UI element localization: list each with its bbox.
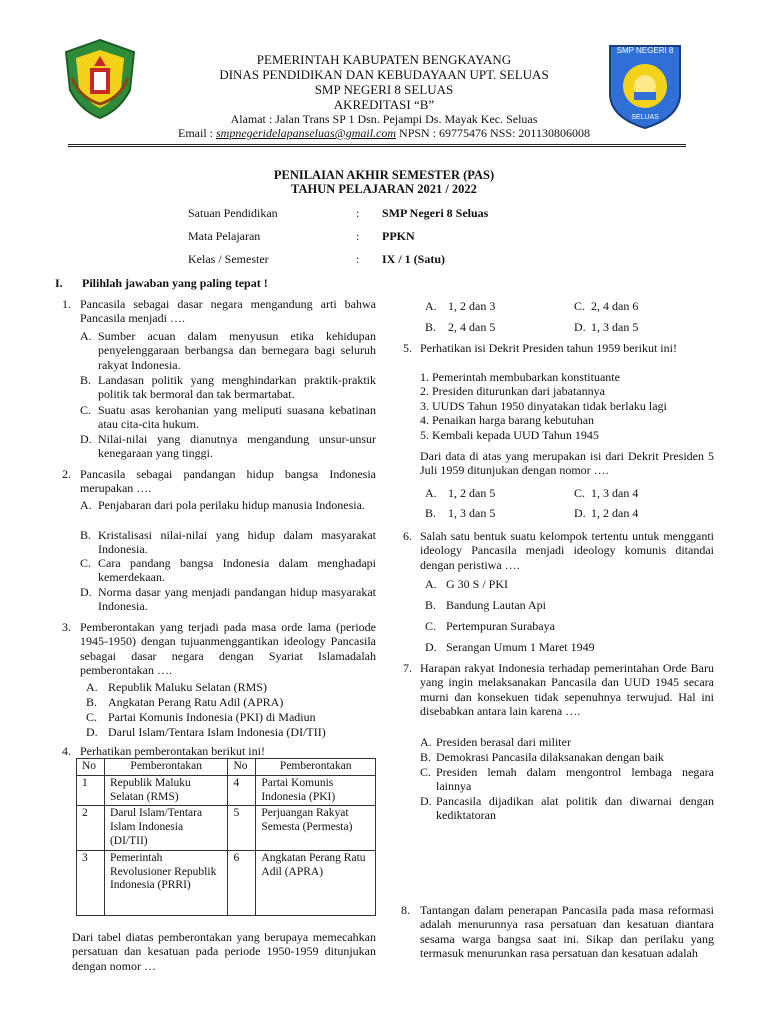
table-row — [77, 850, 376, 915]
question-text: Pancasila sebagai pandangan hidup bangsa Indonesia merupakan …. — [80, 467, 376, 496]
table-header: Pemberontakan — [104, 759, 228, 776]
option-letter: B. — [80, 373, 92, 387]
option-letter: A. — [425, 577, 437, 591]
header-address: Alamat : Jalan Trans SP 1 Dsn. Pejampi Ds. Mayak Kec. Seluas — [230, 112, 538, 126]
exam-year: TAHUN PELAJARAN 2021 / 2022 — [291, 182, 477, 196]
question-number: 7. — [403, 661, 412, 675]
option-c[interactable]: Cara pandang bangsa Indonesia dalam menghadapi kemerdekaan. — [98, 556, 376, 585]
list-item: 1. Pemerintah membubarkan konstituante — [420, 370, 620, 384]
option-letter: D. — [574, 506, 586, 520]
info-value-class: IX / 1 (Satu) — [382, 252, 446, 266]
question-number: 3. — [62, 620, 71, 634]
option-letter: D. — [425, 640, 437, 654]
section-instruction: Pilihlah jawaban yang paling tepat ! — [82, 276, 268, 290]
option-b[interactable]: Demokrasi Pancasila dilaksanakan dengan baik — [436, 750, 664, 764]
option-b[interactable]: 2, 4 dan 5 — [448, 320, 496, 334]
table-header: No — [77, 759, 105, 776]
table-cell: 6 — [228, 850, 256, 915]
option-letter: C. — [80, 556, 92, 570]
question-number: 5. — [403, 341, 412, 355]
option-letter: C. — [420, 765, 432, 779]
question-number: 1. — [62, 297, 71, 311]
table-cell: 5 — [228, 806, 256, 850]
option-letter: C. — [86, 710, 98, 724]
list-item: 3. UUDS Tahun 1950 dinyatakan tidak berlaku lagi — [420, 398, 667, 413]
decree-list — [420, 370, 667, 442]
option-letter: B. — [425, 598, 437, 612]
option-b[interactable]: Landasan politik yang menghindarkan praktik-praktik politik tak bermoral dan tak bermartabat. — [98, 373, 376, 402]
option-d[interactable]: Norma dasar yang menjadi pandangan hidup masyarakat Indonesia. — [98, 585, 376, 614]
table-row — [77, 775, 376, 806]
table-cell: Pemerintah Revolusioner Republik Indonesia (PRRI) — [104, 850, 228, 915]
option-b[interactable]: Angkatan Perang Ratu Adil (APRA) — [108, 695, 284, 709]
question-text: Tantangan dalam penerapan Pancasila pada masa reformasi adalah menurunnya rasa persatuan dan kesatuan diantara sesama warga bangsa saat ini. Sikap dan perilaku yang termasuk menurunkan rasa persatuan dan kesatuan adalah — [420, 903, 714, 961]
school-ids: NPSN : 69775476 NSS: 201130806008 — [396, 126, 590, 140]
question-number: 8. — [401, 903, 410, 917]
option-d[interactable]: Serangan Umum 1 Maret 1949 — [446, 640, 595, 654]
table-cell: Angkatan Perang Ratu Adil (APRA) — [256, 850, 376, 915]
option-letter: C. — [425, 619, 437, 633]
option-letter: A. — [80, 329, 92, 343]
option-letter: D. — [420, 794, 432, 808]
option-b[interactable]: Bandung Lautan Api — [446, 598, 546, 612]
option-letter: B. — [425, 506, 437, 520]
info-value-subject: PPKN — [382, 229, 415, 243]
header-line-1: PEMERINTAH KABUPATEN BENGKAYANG — [256, 52, 512, 67]
option-a[interactable]: Penjabaran dari pola perilaku hidup manusia Indonesia. — [98, 498, 365, 512]
option-a[interactable]: 1, 2 dan 5 — [448, 486, 496, 500]
info-sep: : — [356, 206, 360, 220]
option-a[interactable]: Republik Maluku Selatan (RMS) — [108, 680, 267, 694]
question-text: Salah satu bentuk suatu kelompok tertentu untuk mengganti ideology Pancasila menjadi ideology komunis ditandai dengan peristiwa …. — [420, 529, 714, 572]
question-number: 4. — [62, 744, 71, 758]
option-c[interactable]: Pertempuran Surabaya — [446, 619, 555, 633]
info-label-class: Kelas / Semester — [188, 252, 269, 266]
option-letter: D. — [80, 432, 92, 446]
question-number: 2. — [62, 467, 71, 481]
info-label-subject: Mata Pelajaran — [188, 229, 261, 243]
option-c[interactable]: Suatu asas kerohanian yang meliputi suasana kebatinan atau cita-cita hukum. — [98, 403, 376, 432]
option-letter: C. — [574, 486, 586, 500]
table-cell: 3 — [77, 850, 105, 915]
option-d[interactable]: Nilai-nilai yang dianutnya mengandung unsur-unsur kenegaraan yang tinggi. — [98, 432, 376, 461]
option-c[interactable]: 1, 3 dan 4 — [591, 486, 639, 500]
header-line-2: DINAS PENDIDIKAN DAN KEBUDAYAAN UPT. SELUAS — [219, 67, 549, 82]
question-text: Perhatikan pemberontakan berikut ini! — [80, 744, 265, 758]
option-letter: C. — [574, 299, 586, 313]
table-row — [77, 806, 376, 850]
header-contact — [0, 126, 768, 140]
option-c[interactable]: Presiden lemah dalam mengontrol lembaga negara lainnya — [436, 765, 714, 794]
option-b[interactable]: 1, 3 dan 5 — [448, 506, 496, 520]
option-letter: A. — [80, 498, 92, 512]
option-letter: A. — [425, 486, 437, 500]
exam-title: PENILAIAN AKHIR SEMESTER (PAS) — [273, 168, 495, 182]
email-label: Email : — [178, 126, 217, 140]
info-sep: : — [356, 229, 360, 243]
list-item: 5. Kembali kepada UUD Tahun 1945 — [420, 427, 599, 442]
header-line-3: SMP NEGERI 8 SELUAS — [314, 82, 454, 97]
list-item: 4. Penaikan harga barang kebutuhan — [420, 413, 595, 428]
question-text: Harapan rakyat Indonesia terhadap pemerintahan Orde Baru yang ingin melaksanakan Pancasila dan UUD 1945 secara murni dan konsekuen tidak sepenuhnya terwujud. Hal ini disebabkan antara lain karena …. — [420, 661, 714, 719]
table-header-row — [77, 759, 376, 776]
info-label-school: Satuan Pendidikan — [188, 206, 278, 220]
list-item: 2. Presiden diturunkan dari jabatannya — [420, 384, 605, 399]
option-letter: C. — [80, 403, 92, 417]
option-a[interactable]: Sumber acuan dalam menyusun etika kehidupan penyelenggaraan berbangsa dan bernegara bagi seluruh rakyat Indonesia. — [98, 329, 376, 372]
option-c[interactable]: Partai Komunis Indonesia (PKI) di Madiun — [108, 710, 316, 724]
question-number: 6. — [403, 529, 412, 543]
table-header: Pemberontakan — [256, 759, 376, 776]
option-d[interactable]: Darul Islam/Tentara Islam Indonesia (DI/TII) — [108, 725, 326, 739]
info-sep: : — [356, 252, 360, 266]
option-a[interactable]: Presiden berasal dari militer — [436, 735, 571, 749]
option-letter: D. — [86, 725, 98, 739]
option-letter: D. — [80, 585, 92, 599]
option-a[interactable]: 1, 2 dan 3 — [448, 299, 496, 313]
table-cell: Perjuangan Rakyat Semesta (Permesta) — [256, 806, 376, 850]
question-followup: Dari data di atas yang merupakan isi dari Dekrit Presiden 5 Juli 1959 ditunjukan dengan nomor …. — [420, 449, 714, 478]
table-cell: Darul Islam/Tentara Islam Indonesia (DI/TII) — [104, 806, 228, 850]
question-text: Pancasila sebagai dasar negara mengandung arti bahwa Pancasila menjadi …. — [80, 297, 376, 326]
question-text: Perhatikan isi Dekrit Presiden tahun 1959 berikut ini! — [420, 341, 677, 355]
section-number: I. — [55, 276, 63, 290]
option-d[interactable]: 1, 3 dan 5 — [591, 320, 639, 334]
option-d[interactable]: Pancasila dijadikan alat politik dan diwarnai dengan kediktatoran — [436, 794, 714, 823]
option-c[interactable]: 2, 4 dan 6 — [591, 299, 639, 313]
table-header: No — [228, 759, 256, 776]
option-letter: B. — [86, 695, 98, 709]
option-d[interactable]: 1, 2 dan 4 — [591, 506, 639, 520]
option-letter: D. — [574, 320, 586, 334]
option-letter: B. — [80, 528, 92, 542]
header-line-4: AKREDITASI “B” — [333, 97, 435, 112]
right-logo-top-text: SMP NEGERI 8 — [616, 46, 674, 55]
option-letter: A. — [86, 680, 98, 694]
table-cell: 2 — [77, 806, 105, 850]
table-cell: 1 — [77, 775, 105, 806]
right-logo-bottom-text: SELUAS — [631, 114, 659, 121]
option-letter: B. — [420, 750, 432, 764]
email-link[interactable]: smpnegeridelapanseluas@gmail.com — [216, 126, 397, 140]
rebellion-table — [76, 758, 376, 916]
option-a[interactable]: G 30 S / PKI — [446, 577, 509, 591]
option-letter: B. — [425, 320, 437, 334]
option-letter: A. — [420, 735, 432, 749]
table-cell: 4 — [228, 775, 256, 806]
table-cell: Partai Komunis Indonesia (PKI) — [256, 775, 376, 806]
info-value-school: SMP Negeri 8 Seluas — [382, 206, 489, 220]
question-followup: Dari tabel diatas pemberontakan yang berupaya memecahkan persatuan dan kesatuan pada periode 1950-1959 ditunjukan dengan nomor … — [72, 930, 376, 973]
option-letter: A. — [425, 299, 437, 313]
header-divider — [68, 144, 686, 147]
table-cell: Republik Maluku Selatan (RMS) — [104, 775, 228, 806]
question-text: Pemberontakan yang terjadi pada masa orde lama (periode 1945-1950) dengan tujuanmenggantikan ideology Pancasila sebagai dasar negara dengan Syariat Islamadalah pemberontakan …. — [80, 620, 376, 678]
option-b[interactable]: Kristalisasi nilai-nilai yang hidup dalam masyarakat Indonesia. — [98, 528, 376, 557]
